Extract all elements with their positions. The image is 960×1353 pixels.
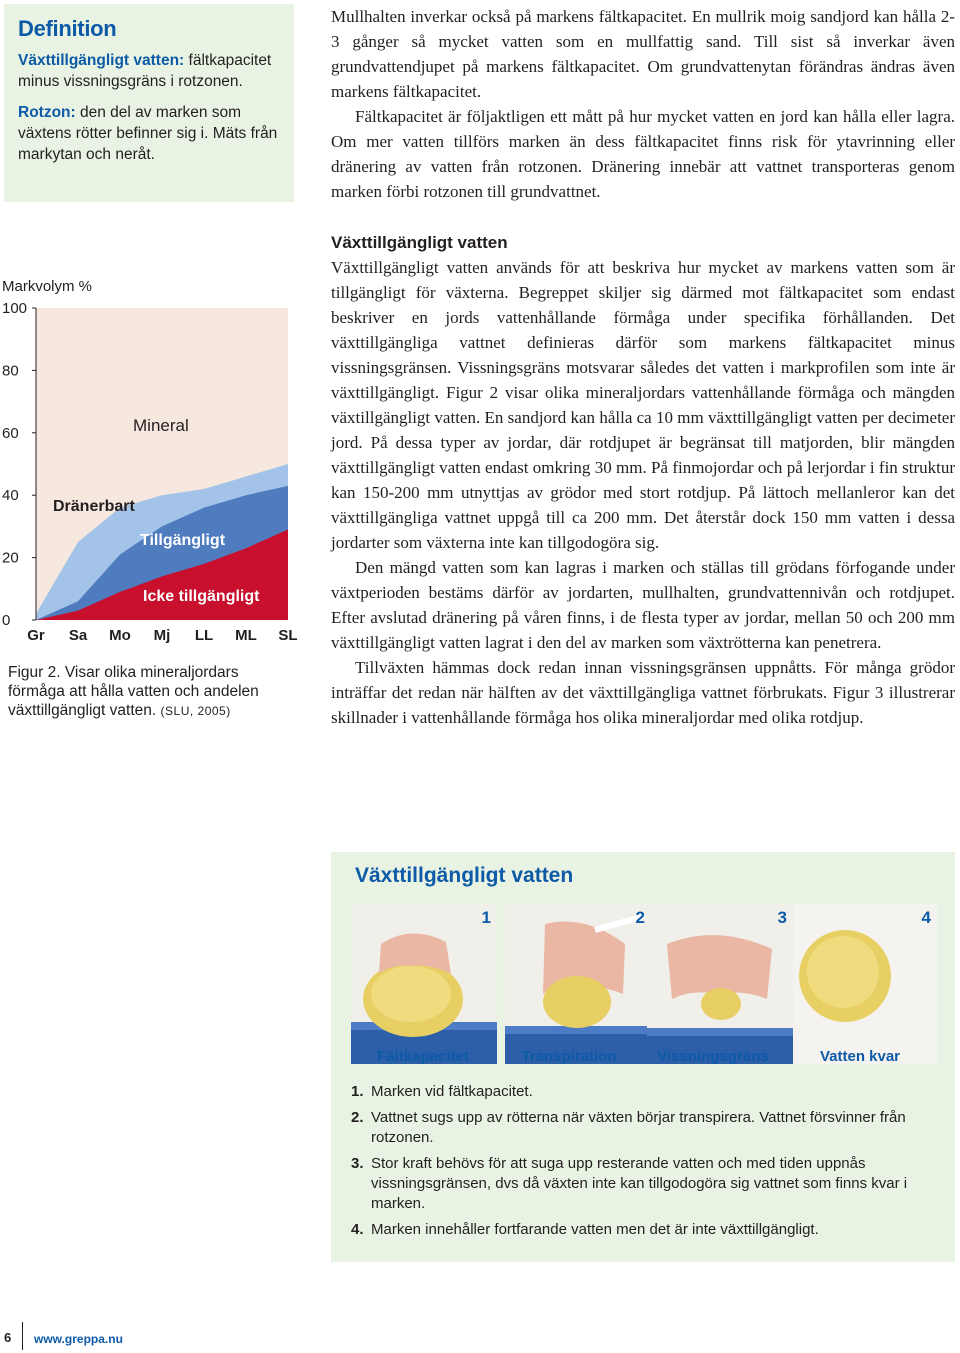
section-heading: Växttillgängligt vatten (331, 233, 508, 252)
caption-text: Figur 2. Visar olika mineraljordars förmåga att hålla vatten och andelen växttillgängligt vatten. (8, 664, 259, 719)
photo-label: Transpiration (521, 1048, 617, 1065)
figure-3-title: Växttillgängligt vatten (355, 864, 574, 887)
photo-number: 2 (635, 908, 645, 927)
y-tick-label: 0 (2, 612, 11, 629)
definition-term: Växttillgängligt vatten: (18, 52, 185, 69)
x-tick-label: Mj (153, 627, 171, 644)
x-tick-label: Gr (27, 627, 45, 644)
photo-label: Fältkapacitet (377, 1048, 469, 1065)
photo-number: 3 (777, 908, 787, 927)
figure-3-box (331, 852, 955, 1262)
y-axis-label: Markvolym % (2, 278, 93, 295)
paragraph: Tillväxten hämmas dock redan innan vissningsgränsen uppnåtts. För många grödor inträffar det redan när hälften av det växttillgängliga vattnet förbrukats. Figur 3 illustrerar skillnader i vattenhållande förmåga hos olika mineraljordar med olika rotdjup. (331, 658, 955, 727)
figure-2-caption (8, 663, 298, 721)
section-vaxttillgangligt (331, 230, 955, 730)
definition-text: fältkapacitet minus vissningsgräns i rotzonen. (18, 52, 272, 90)
area-label-icke-tillgangligt: Icke tillgängligt (143, 588, 260, 605)
intro-text (331, 4, 955, 204)
sponge-hand-illustration (351, 904, 497, 1064)
y-tick-label: 100 (2, 300, 28, 317)
photo-label: Vatten kvar (819, 1048, 901, 1065)
paragraph: Växttillgängligt vatten används för att beskriva hur mycket av markens vatten som är tillgängligt för växterna. Begreppet skiljer sig därmed mot fältkapacitet som endast beskriver en jords vattenhållande förmåga under specifika förhållanden. Det växttillgängliga vattnet definieras därför som markens fältkapacitet minus vissningsgränsen. Vissningsgräns motsvarar således det vatten i markprofilen som inte är växttillgängligt. Figur 2 visar olika mineraljordars vattenhållande förmåga och mängden växtillgängligt vatten. En sandjord kan hålla ca 10 mm växttillgängligt vatten per decimeter jord. På dessa typer av jordar, där rotdjupet är begränsat till matjorden, blir mängden växttillgängligt vatten endast omkring 30 mm. På finmojordar och på lerjordar i fin struktur kan 150-200 mm utnyttjas av grödor med stort rotdjup. På lättoch mellanleror kan det växttillgängliga vattnet uppgå till ca 200 mm. Det återstår dock 150 mm vatten i dessa jordarter som växterna inte kan tillgodogöra sig. (331, 258, 955, 552)
paragraph: Fältkapacitet är följaktligen ett mått på hur mycket vatten en jord kan hålla eller lagra. Om mer vatten tillförs marken än dess fältkapacitet finns risk för ytavrinning eller dränering av vatten från rotzonen. Dränering innebär att vattnet transporteras genom marken förbi rotzonen till grundvattnet. (331, 107, 955, 201)
x-tick-label: LL (194, 627, 214, 644)
figure-3-list (351, 1082, 931, 1246)
photo-label: Vissningsgräns (657, 1048, 769, 1065)
definition-term: Rotzon: (18, 104, 76, 121)
y-tick-label: 60 (2, 424, 19, 442)
page-number: 6 (4, 1330, 12, 1345)
caption-source: (SLU, 2005) (160, 704, 231, 718)
photo-2 (505, 904, 651, 1064)
list-item: 1. Marken vid fältkapacitet. (351, 1083, 533, 1100)
y-tick-label: 20 (2, 549, 19, 567)
sponge-wring-illustration (647, 904, 793, 1064)
list-item: 4. Marken innehåller fortfarande vatten men det är inte växttillgängligt. (351, 1221, 819, 1238)
photo-4 (793, 904, 937, 1064)
list-item: 3. Stor kraft behövs för att suga upp resterande vatten och med tiden uppnås vissningsgränsen, dvs då växten inte kan tillgodogöra sig vattnet som finns kvar i marken. (351, 1155, 908, 1212)
y-tick-label: 40 (2, 487, 19, 505)
paragraph: Den mängd vatten som kan lagras i marken och ställas till grödans förfogande under växtperioden bestäms därför av jordarten, mullhalten, grundvattennivån och rotdjupet. Efter avslutad dränering på våren finns, i de flesta typer av jordar, mellan 50 och 200 mm växttillgängligt vatten lagrat i den del av marken som växtrötterna kan penetrera. (331, 558, 955, 652)
definition-box (4, 4, 294, 202)
definition-item-2 (18, 102, 280, 165)
y-tick-label: 80 (2, 362, 19, 380)
sponge-squeeze-illustration (505, 904, 651, 1064)
x-tick-label: ML (235, 627, 257, 644)
photo-3 (647, 904, 793, 1064)
photo-number: 4 (921, 908, 931, 927)
area-label-mineral: Mineral (133, 416, 189, 435)
photo-1 (351, 904, 497, 1064)
sponge-rest-illustration (793, 904, 937, 1064)
paragraph: Mullhalten inverkar också på markens fältkapacitet. En mullrik moig sandjord kan hålla 2-3 gånger så mycket vatten som en mullfattig sand. Till sist så inverkar även grundvattendjupet på markens fältkapacitet. Om grundvattenytan förändras ändras även markens fältkapacitet. (331, 7, 955, 101)
definition-item-1 (18, 50, 280, 92)
figure-2-chart (0, 270, 310, 650)
x-tick-label: Mo (109, 627, 131, 644)
x-tick-label: SL (278, 627, 298, 644)
photo-number: 1 (481, 908, 491, 927)
definition-text: den del av marken som växtens rötter befinner sig i. Mäts från markytan och neråt. (18, 104, 278, 163)
area-label-dranerbart: Dränerbart (53, 498, 135, 515)
footer-divider (22, 1322, 23, 1350)
x-tick-label: Sa (68, 627, 88, 644)
list-item: 2. Vattnet sugs upp av rötterna när växten börjar transpirera. Vattnet försvinner från rotzonen. (351, 1109, 906, 1146)
definition-title: Definition (18, 16, 117, 41)
footer-link[interactable]: www.greppa.nu (34, 1332, 123, 1346)
area-label-tillgangligt: Tillgängligt (140, 532, 226, 549)
